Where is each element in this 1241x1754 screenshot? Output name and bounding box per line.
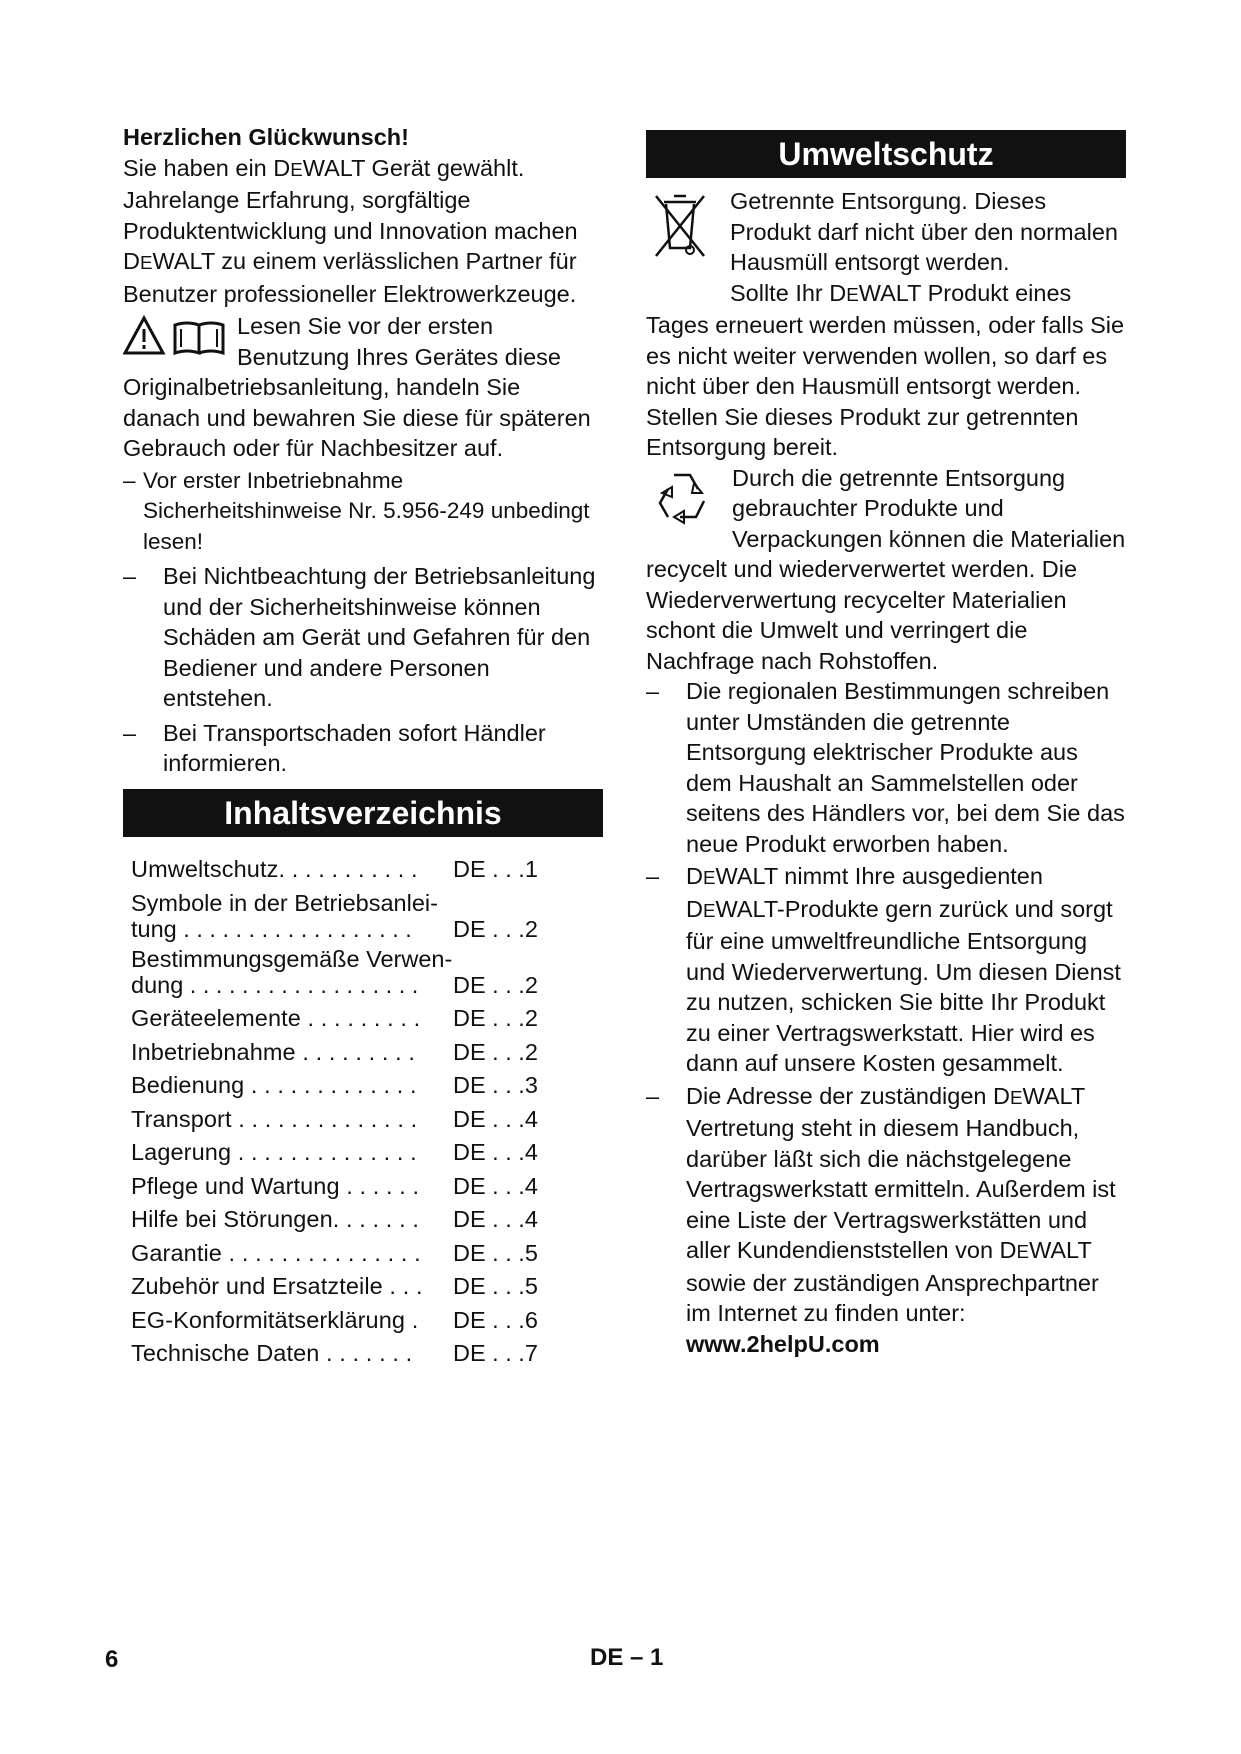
toc-row[interactable]: Transport . . . . . . . . . . . . . . DE . . .4	[131, 1105, 538, 1132]
toc-row[interactable]: Symbole in der Betriebsanlei- tung . . . . . . . . . . . . . . . . . . DE . . .2	[131, 890, 538, 942]
table-of-contents	[123, 853, 603, 1371]
website-link[interactable]: www.2helpU.com	[686, 1330, 880, 1357]
congratulations-heading: Herzlichen Glückwunsch!	[123, 124, 409, 150]
section-page-label: DE – 1	[590, 1644, 664, 1671]
toc-row[interactable]: Pflege und Wartung . . . . . . DE . . .4	[131, 1172, 538, 1199]
toc-row[interactable]: Lagerung . . . . . . . . . . . . . . DE . . .4	[131, 1139, 538, 1165]
toc-row[interactable]: Garantie . . . . . . . . . . . . . . . DE . . .5	[131, 1239, 538, 1266]
safety-notes-list	[123, 466, 603, 558]
list-item: – Die Adresse der zuständigen DEWALT Vertretung steht in diesem Handbuch, darüber läßt sich die nächstgelegene Vertragswerkstatt ermitteln. Außerdem ist eine Liste der Vertragswerkstätten und aller Kundendienststellen von DEWALT sowie der zuständigen Ansprechpartner im Internet zu finden unter: www.2helpU.com	[646, 1082, 1116, 1357]
warning-manual-icon	[123, 315, 229, 365]
crossed-bin-icon	[652, 190, 708, 280]
read-manual-notice: Lesen Sie vor der ersten Benutzung Ihres Gerätes diese Originalbetriebsanleitung, handeln Sie danach und bewahren Sie diese für späteren Gebrauch oder für Nachbesitzer auf.	[123, 313, 591, 461]
toc-row[interactable]: Bestimmungsgemäße Verwen- dung . . . . . . . . . . . . . . . . . . DE . . .2	[131, 946, 538, 998]
environment-title-bar: Umweltschutz	[646, 130, 1126, 178]
disposal-notice: Getrennte Entsorgung. Dieses Produkt darf nicht über den normalen Hausmüll entsorgt werden.	[646, 186, 1126, 278]
recycle-notice: Durch die getrennte Entsorgung gebrauchter Produkte und Verpackungen können die Materialien recycelt und wiederverwertet werden. Die Wiederverwertung recycelter Materialien schont die Umwelt und verringert die Nachfrage nach Rohstoffen.	[646, 464, 1126, 674]
recycle-icon	[652, 469, 712, 539]
list-item: – DEWALT nimmt Ihre ausgedienten DEWALT-Produkte gern zurück und sorgt für eine umweltfreundliche Entsorgung und Wiederverwertung. Um diesen Dienst zu nutzen, schicken Sie bitte Ihr Produkt zu einer Vertragswerkstatt. Hier wird es dann auf unsere Kosten gesammelt.	[646, 863, 1121, 1076]
toc-row[interactable]: Technische Daten . . . . . . . DE . . .7	[131, 1340, 538, 1366]
page-number: 6	[105, 1646, 119, 1673]
intro-paragraph: Sie haben ein DEWALT Gerät gewählt. Jahrelange Erfahrung, sorgfältige Produktentwicklung und Innovation machen DEWALT zu einem verlässlichen Partner für Benutzer professioneller Elektrowerkzeuge.	[123, 154, 578, 307]
list-item: – Vor erster Inbetriebnahme Sicherheitshinweise Nr. 5.956-249 unbedingt lesen!	[123, 467, 590, 554]
toc-row[interactable]: Inbetriebnahme . . . . . . . . . DE . . .2	[131, 1038, 538, 1065]
list-item: – Die regionalen Bestimmungen schreiben unter Umständen die getrennte Entsorgung elektrischer Produkte aus dem Haushalt an Sammelstellen oder seitens des Händlers vor, bei dem Sie das neue Produkt erworben haben.	[646, 678, 1125, 857]
toc-title-bar: Inhaltsverzeichnis	[123, 789, 603, 837]
toc-row[interactable]: Hilfe bei Störungen. . . . . . . DE . . .4	[131, 1206, 538, 1232]
toc-row[interactable]: EG-Konformitätserklärung . DE . . .6	[131, 1306, 538, 1333]
disposal-notes-list	[646, 676, 1126, 1359]
safety-notes-list-2	[123, 561, 603, 779]
toc-row[interactable]: Zubehör und Ersatzteile . . . DE . . .5	[131, 1273, 538, 1299]
toc-row[interactable]: Bedienung . . . . . . . . . . . . . DE . . .3	[131, 1072, 538, 1098]
right-column	[646, 130, 1126, 1359]
toc-row[interactable]: Geräteelemente . . . . . . . . . DE . . .2	[131, 1005, 538, 1031]
toc-row[interactable]: Umweltschutz. . . . . . . . . . . DE . . .1	[131, 855, 538, 882]
list-item: – Bei Transportschaden sofort Händler informieren.	[123, 719, 546, 776]
left-column	[123, 122, 603, 1371]
renewal-paragraph: Sollte Ihr DEWALT Produkt eines Tages erneuert werden müssen, oder falls Sie es nicht weiter verwenden wollen, so darf es nicht über den Hausmüll entsorgt werden. Stellen Sie dieses Produkt zur getrennten Entsorgung bereit.	[646, 279, 1125, 460]
list-item: – Bei Nichtbeachtung der Betriebsanleitung und der Sicherheitshinweise können Schäden am Gerät und Gefahren für den Bediener und andere Personen entstehen.	[123, 563, 596, 711]
